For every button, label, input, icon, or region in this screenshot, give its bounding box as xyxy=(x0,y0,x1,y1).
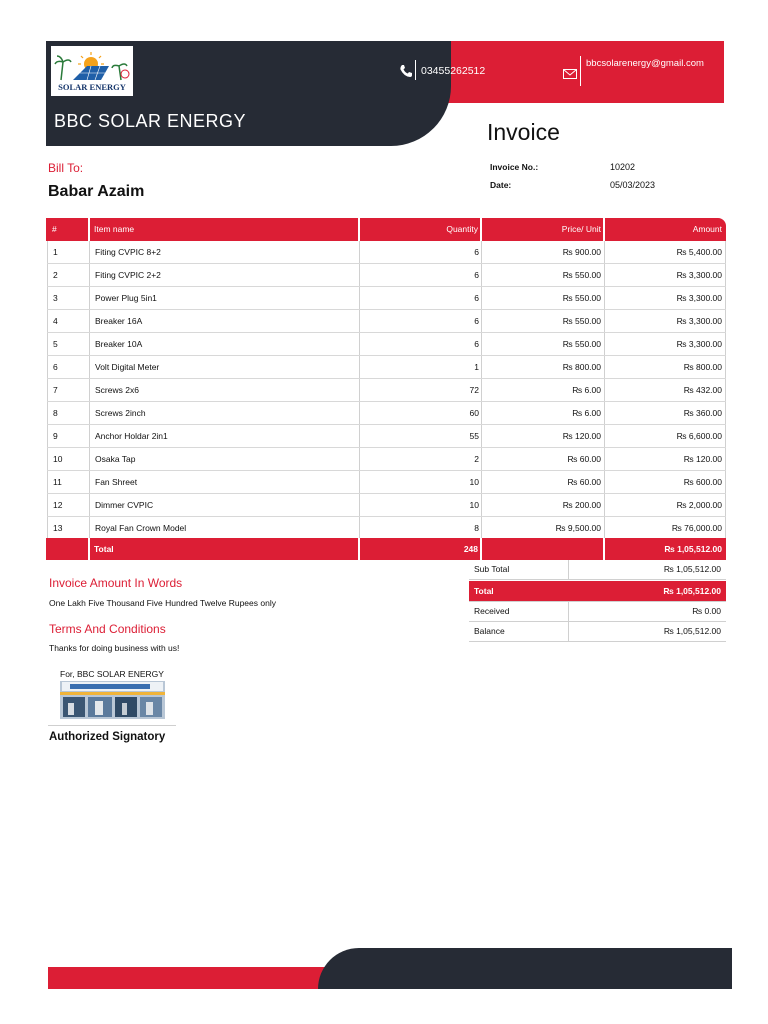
summary-divider xyxy=(568,560,569,579)
client-name: Babar Azaim xyxy=(48,183,145,200)
total-divider xyxy=(88,538,90,560)
cell-number: 11 xyxy=(53,477,62,487)
cell-item-name: Anchor Holdar 2in1 xyxy=(95,431,168,441)
table-row xyxy=(47,356,726,379)
summary-row-subtotal xyxy=(469,560,726,580)
company-logo xyxy=(51,46,133,96)
cell-price: ₨ 200.00 xyxy=(562,500,601,510)
cell-price: ₨ 900.00 xyxy=(562,247,601,257)
total-divider xyxy=(480,538,482,560)
col-header-price: Price/ Unit xyxy=(561,224,601,234)
table-row xyxy=(47,310,726,333)
cell-quantity: 6 xyxy=(474,270,479,280)
table-row xyxy=(47,264,726,287)
summary-label: Total xyxy=(474,586,494,596)
amount-in-words-text: One Lakh Five Thousand Five Hundred Twelve Rupees only xyxy=(49,598,276,608)
items-total-quantity: 248 xyxy=(463,544,478,554)
cell-item-name: Osaka Tap xyxy=(95,454,136,464)
table-row xyxy=(47,402,726,425)
cell-amount: ₨ 432.00 xyxy=(683,385,722,395)
cell-amount: ₨ 76,000.00 xyxy=(671,523,722,533)
bill-to-label: Bill To: xyxy=(48,161,84,175)
items-total-label: Total xyxy=(94,544,114,554)
cell-amount: ₨ 3,300.00 xyxy=(676,270,722,280)
cell-amount: ₨ 800.00 xyxy=(683,362,722,372)
cell-item-name: Breaker 10A xyxy=(95,339,143,349)
logo-text: SOLAR ENERGY xyxy=(58,82,126,92)
cell-amount: ₨ 6,600.00 xyxy=(676,431,722,441)
summary-label: Balance xyxy=(474,626,505,636)
phone-icon xyxy=(399,64,413,78)
footer-dark-band xyxy=(318,948,732,989)
cell-price: ₨ 550.00 xyxy=(562,339,601,349)
table-row xyxy=(47,425,726,448)
cell-price: ₨ 550.00 xyxy=(562,293,601,303)
cell-quantity: 6 xyxy=(474,316,479,326)
phone-separator xyxy=(415,60,416,80)
cell-quantity: 60 xyxy=(469,408,479,418)
summary-value: ₨ 1,05,512.00 xyxy=(663,586,721,596)
cell-number: 13 xyxy=(53,523,63,533)
cell-item-name: Fiting CVPIC 2+2 xyxy=(95,270,161,280)
phone-number[interactable]: 03455262512 xyxy=(421,65,486,77)
cell-quantity: 10 xyxy=(469,477,479,487)
cell-number: 6 xyxy=(53,362,58,372)
cell-number: 4 xyxy=(53,316,58,326)
table-row xyxy=(47,287,726,310)
cell-number: 2 xyxy=(53,270,58,280)
summary-row-total xyxy=(469,581,726,602)
table-row xyxy=(47,517,726,540)
cell-amount: ₨ 360.00 xyxy=(683,408,722,418)
table-row xyxy=(47,379,726,402)
terms-title: Terms And Conditions xyxy=(49,622,166,636)
cell-quantity: 6 xyxy=(474,339,479,349)
authorized-signatory-label: Authorized Signatory xyxy=(49,731,166,743)
summary-divider xyxy=(568,602,569,621)
cell-quantity: 8 xyxy=(474,523,479,533)
table-row xyxy=(47,448,726,471)
cell-item-name: Screws 2inch xyxy=(95,408,146,418)
cell-quantity: 1 xyxy=(474,362,479,372)
cell-item-name: Royal Fan Crown Model xyxy=(95,523,187,533)
date-value: 05/03/2023 xyxy=(610,180,656,190)
company-name: BBC SOLAR ENERGY xyxy=(54,111,247,131)
summary-value: ₨ 0.00 xyxy=(692,606,721,616)
cell-number: 8 xyxy=(53,408,58,418)
cell-price: ₨ 60.00 xyxy=(567,477,601,487)
invoice-no-value: 10202 xyxy=(610,162,636,172)
for-company-label: For, BBC SOLAR ENERGY xyxy=(60,669,164,679)
summary-label: Sub Total xyxy=(474,564,510,574)
table-row xyxy=(47,494,726,517)
cell-amount: ₨ 3,300.00 xyxy=(676,293,722,303)
cell-quantity: 10 xyxy=(469,500,479,510)
cell-amount: ₨ 2,000.00 xyxy=(676,500,722,510)
cell-quantity: 72 xyxy=(469,385,479,395)
cell-amount: ₨ 5,400.00 xyxy=(676,247,722,257)
email-address[interactable]: bbcsolarenergy@gmail.com xyxy=(586,58,704,69)
cell-number: 10 xyxy=(53,454,63,464)
header-divider xyxy=(88,218,90,241)
cell-quantity: 2 xyxy=(474,454,479,464)
cell-item-name: Fan Shreet xyxy=(95,477,138,487)
shop-stamp-image xyxy=(60,681,165,719)
summary-label: Received xyxy=(474,606,510,616)
cell-price: ₨ 6.00 xyxy=(572,385,601,395)
cell-quantity: 55 xyxy=(469,431,479,441)
cell-price: ₨ 550.00 xyxy=(562,270,601,280)
table-row xyxy=(47,471,726,494)
cell-item-name: Power Plug 5in1 xyxy=(95,293,157,303)
cell-price: ₨ 120.00 xyxy=(562,431,601,441)
cell-amount: ₨ 600.00 xyxy=(683,477,722,487)
col-header-number: # xyxy=(52,224,57,234)
cell-number: 1 xyxy=(53,247,58,257)
cell-number: 5 xyxy=(53,339,58,349)
mail-separator xyxy=(580,56,581,86)
invoice-no-label: Invoice No.: xyxy=(490,162,539,172)
summary-divider xyxy=(568,622,569,641)
cell-price: ₨ 60.00 xyxy=(567,454,601,464)
col-header-item-name: Item name xyxy=(94,224,135,234)
date-label: Date: xyxy=(490,180,512,190)
cell-quantity: 6 xyxy=(474,247,479,257)
summary-row-balance xyxy=(469,622,726,642)
signature-line xyxy=(48,725,176,726)
items-table-header xyxy=(46,218,726,241)
cell-amount: ₨ 120.00 xyxy=(683,454,722,464)
mail-icon xyxy=(563,66,577,76)
cell-price: ₨ 6.00 xyxy=(572,408,601,418)
cell-number: 7 xyxy=(53,385,58,395)
cell-price: ₨ 550.00 xyxy=(562,316,601,326)
summary-value: ₨ 1,05,512.00 xyxy=(663,626,721,636)
table-row xyxy=(47,333,726,356)
cell-amount: ₨ 3,300.00 xyxy=(676,316,722,326)
items-total-amount: ₨ 1,05,512.00 xyxy=(664,544,722,554)
col-header-amount: Amount xyxy=(692,224,722,234)
cell-amount: ₨ 3,300.00 xyxy=(676,339,722,349)
cell-price: ₨ 800.00 xyxy=(562,362,601,372)
col-header-quantity: Quantity xyxy=(446,224,478,234)
terms-text: Thanks for doing business with us! xyxy=(49,643,180,653)
cell-number: 9 xyxy=(53,431,58,441)
cell-number: 12 xyxy=(53,500,63,510)
cell-quantity: 6 xyxy=(474,293,479,303)
document-title: Invoice xyxy=(487,119,560,145)
summary-value: ₨ 1,05,512.00 xyxy=(663,564,721,574)
cell-item-name: Volt Digital Meter xyxy=(95,362,160,372)
summary-row-received xyxy=(469,602,726,622)
cell-item-name: Breaker 16A xyxy=(95,316,143,326)
table-row xyxy=(47,241,726,264)
amount-in-words-title: Invoice Amount In Words xyxy=(49,576,183,590)
cell-item-name: Screws 2x6 xyxy=(95,385,139,395)
cell-number: 3 xyxy=(53,293,58,303)
cell-price: ₨ 9,500.00 xyxy=(555,523,601,533)
cell-item-name: Fiting CVPIC 8+2 xyxy=(95,247,161,257)
items-total-row xyxy=(46,538,726,560)
cell-item-name: Dimmer CVPIC xyxy=(95,500,154,510)
